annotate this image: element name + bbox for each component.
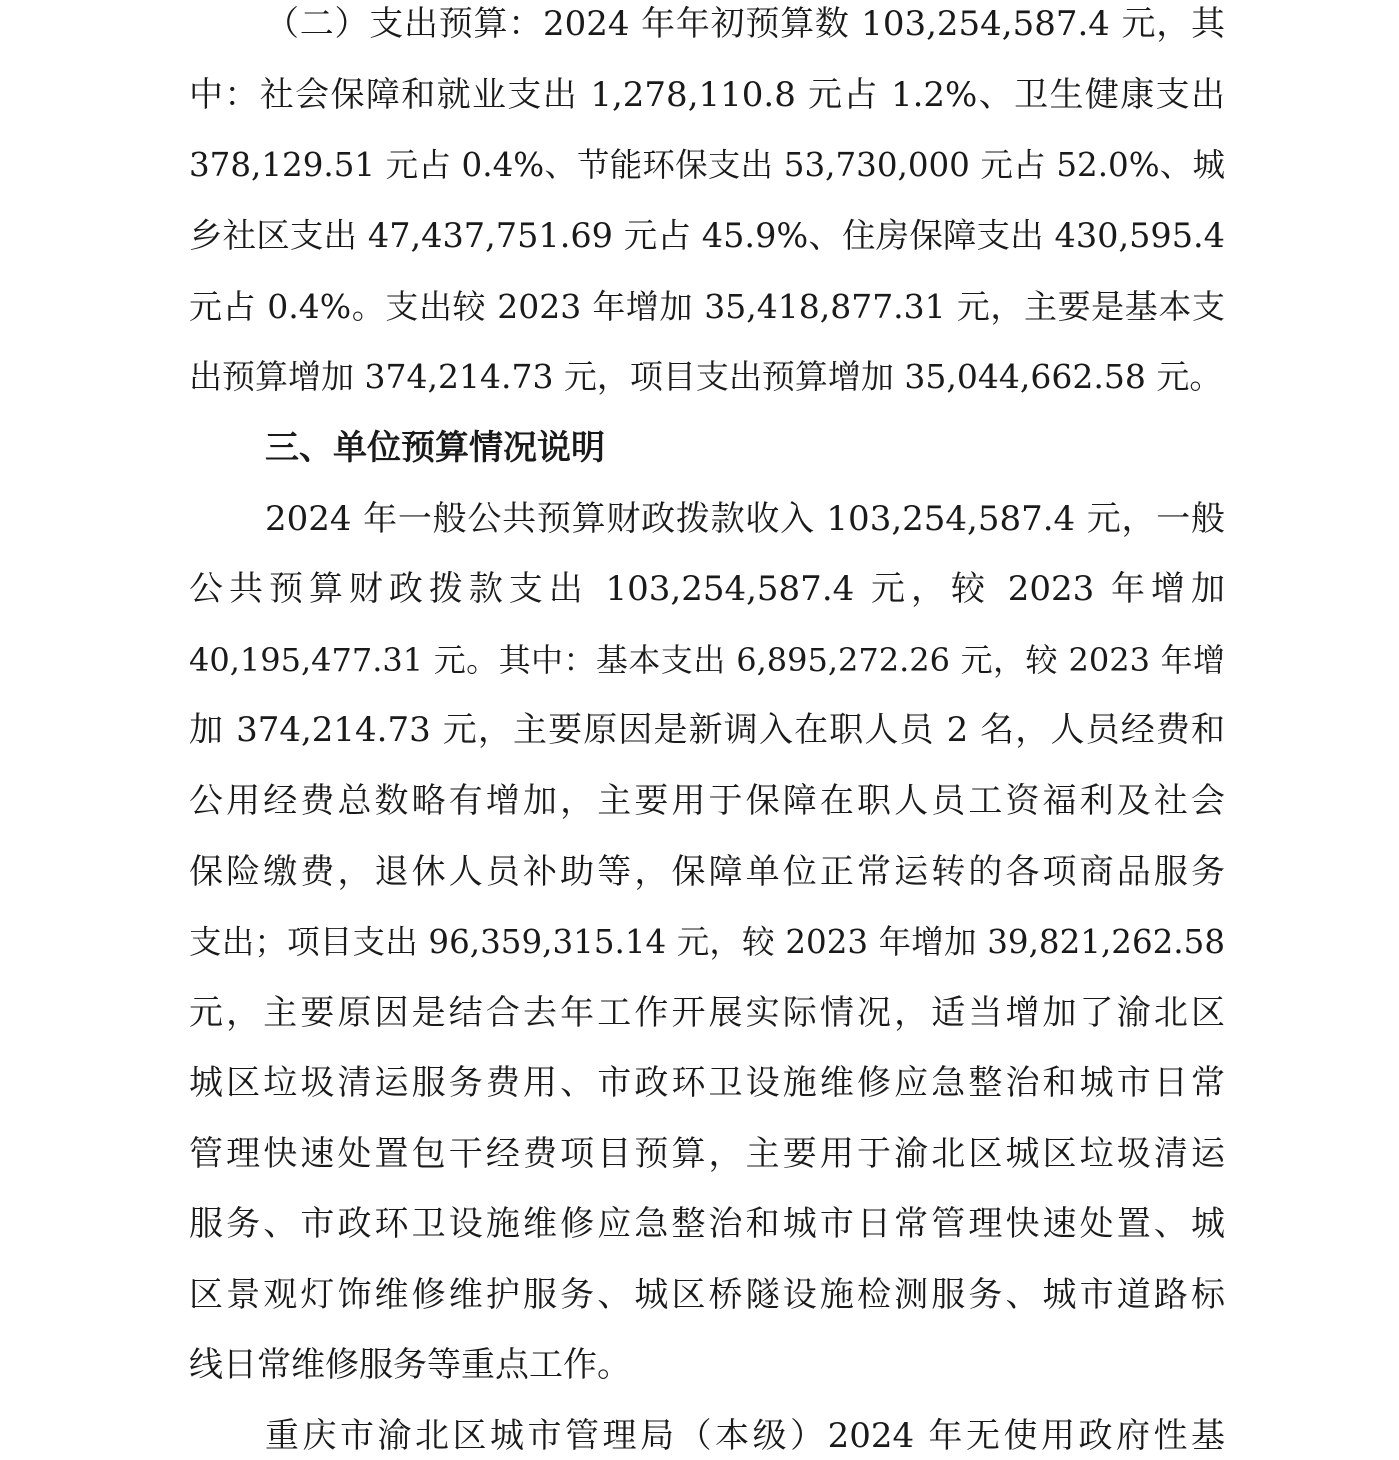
text-line: 线日常维修服务等重点工作。 [189,1345,631,1385]
text-line: 管理快速处置包干经费项目预算，主要用于渝北区城区垃圾清运 [189,1134,1225,1174]
text-line: 出预算增加 374,214.73 元，项目支出预算增加 35,044,662.58 元。 [189,357,1223,396]
text-line: （二）支出预算：2024 年年初预算数 103,254,587.4 元，其 [265,4,1225,44]
text-line: 支出；项目支出 96,359,315.14 元，较 2023 年增加 39,821,262.58 [189,923,1225,961]
text-line: 公共预算财政拨款支出 103,254,587.4 元，较 2023 年增加 [189,569,1225,609]
text-line: 重庆市渝北区城市管理局（本级）2024 年无使用政府性基 [265,1416,1225,1456]
text-line: 40,195,477.31 元。其中：基本支出 6,895,272.26 元，较 2023 年增 [189,641,1225,679]
text-line: 城区垃圾清运服务费用、市政环卫设施维修应急整治和城市日常 [189,1063,1225,1103]
section-heading: 三、单位预算情况说明 [265,428,605,468]
text-line: 加 374,214.73 元，主要原因是新调入在职人员 2 名，人员经费和 [189,710,1225,750]
text-line: 区景观灯饰维修维护服务、城区桥隧设施检测服务、城市道路标 [189,1275,1225,1315]
text-line: 元占 0.4%。支出较 2023 年增加 35,418,877.31 元，主要是基本支 [189,287,1225,326]
text-line: 保险缴费，退休人员补助等，保障单位正常运转的各项商品服务 [189,852,1225,892]
text-line: 服务、市政环卫设施维修应急整治和城市日常管理快速处置、城 [189,1204,1225,1244]
text-line: 378,129.51 元占 0.4%、节能环保支出 53,730,000 元占 52.0%、城 [189,146,1225,184]
text-line: 公用经费总数略有增加，主要用于保障在职人员工资福利及社会 [189,781,1225,821]
text-line: 乡社区支出 47,437,751.69 元占 45.9%、住房保障支出 430,595.4 [189,216,1225,255]
text-line: 元，主要原因是结合去年工作开展实际情况，适当增加了渝北区 [189,993,1225,1033]
text-line: 中：社会保障和就业支出 1,278,110.8 元占 1.2%、卫生健康支出 [189,75,1225,115]
text-line: 2024 年一般公共预算财政拨款收入 103,254,587.4 元，一般 [265,499,1225,539]
